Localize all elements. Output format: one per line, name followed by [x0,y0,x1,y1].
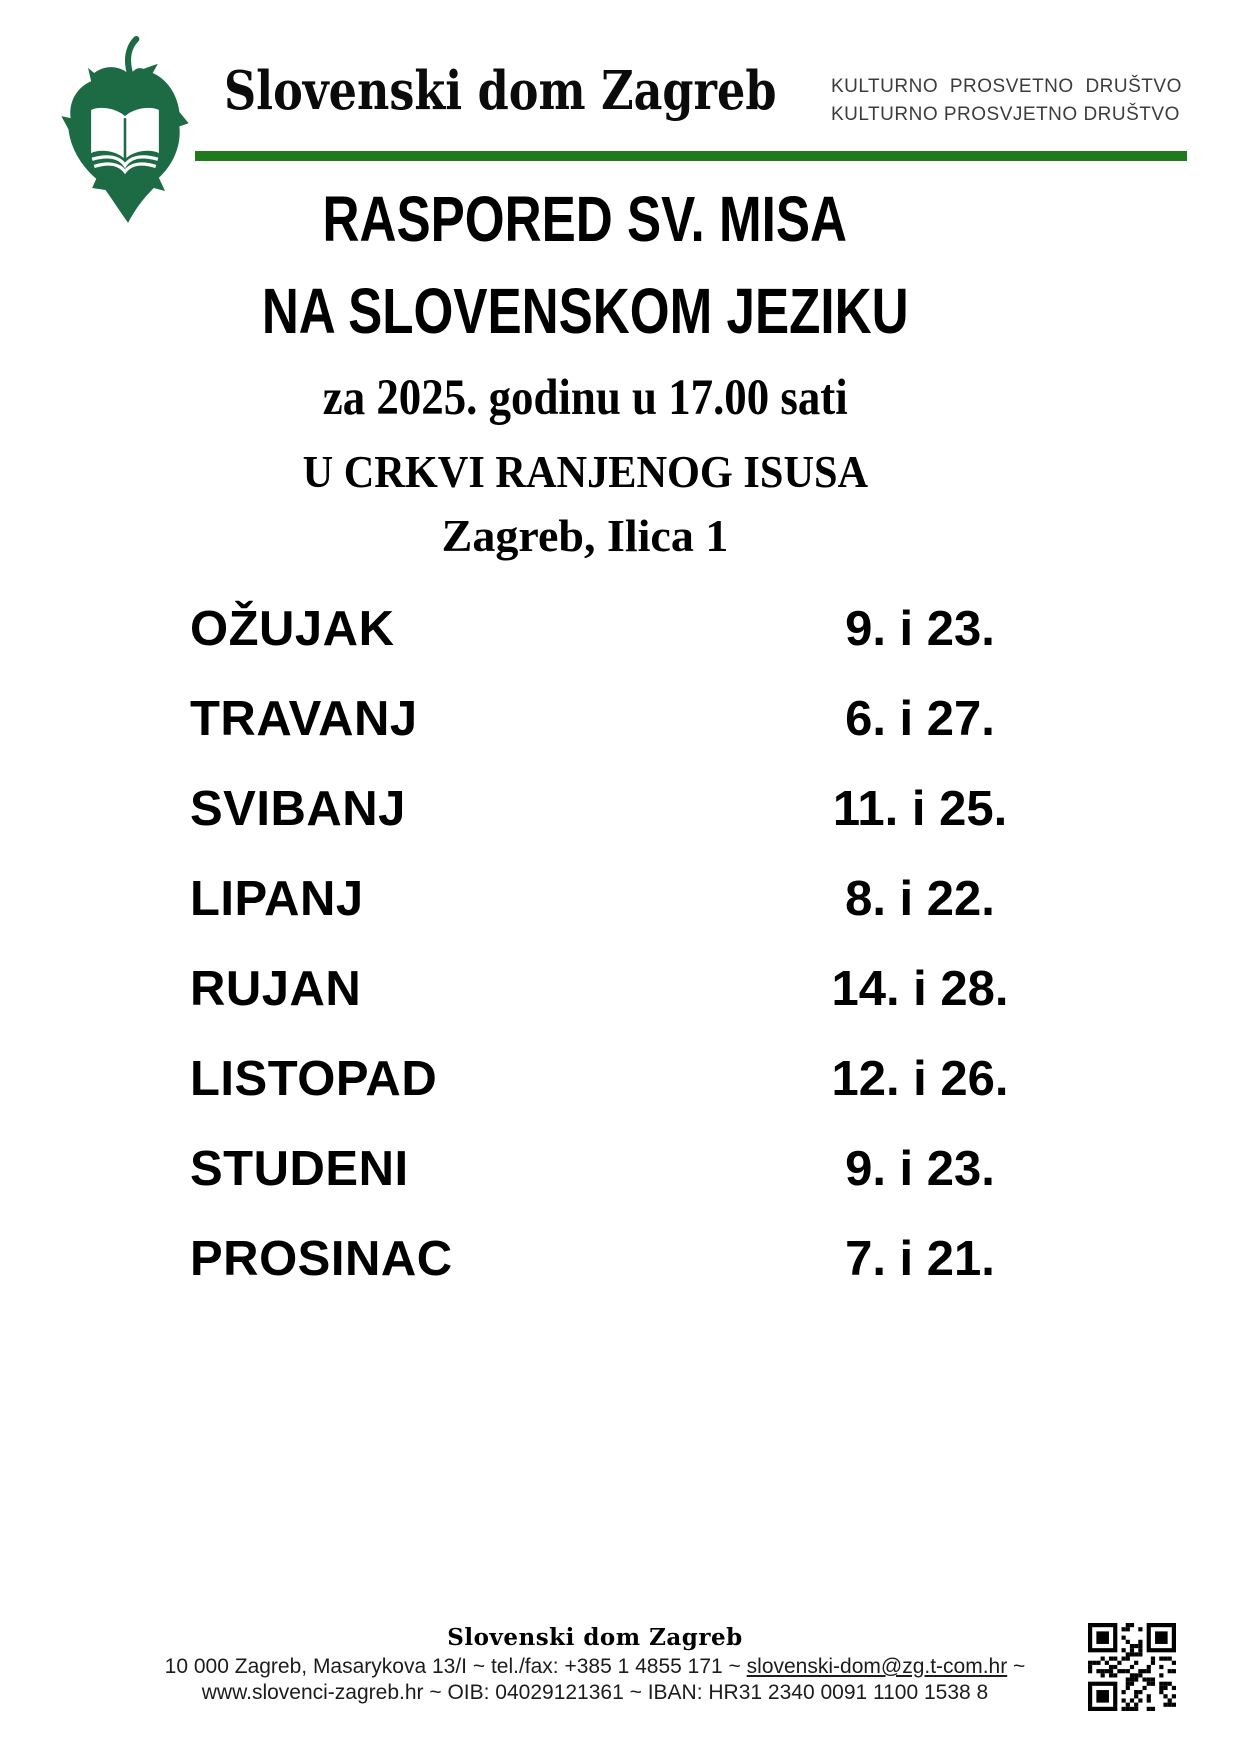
footer-contact-line2: www.slovenci-zagreb.hr ~ OIB: 04029121361 ~ IBAN: HR31 2340 0091 1100 1538 8 [201,1681,989,1704]
subtitle-address: Zagreb, Ilica 1 [441,510,729,561]
org-subtitle [831,73,1182,129]
schedule-row [190,854,1070,944]
footer [95,1624,1095,1706]
schedule-month: TRAVANJ [190,692,418,746]
schedule-row [190,1034,1070,1124]
footer-email-link[interactable]: slovenski-dom@zg.t-com.hr [746,1655,1008,1678]
schedule-row [190,1214,1070,1304]
main-title-line1: RASPORED SV. MISA [322,183,848,255]
schedule-month: LISTOPAD [190,1052,438,1106]
schedule-list [190,584,1070,1304]
footer-tilde-text: ~ [1007,1655,1026,1678]
schedule-month: OŽUJAK [190,602,395,656]
leaf-stem [128,39,136,74]
qr-code-icon [1088,1623,1176,1711]
schedule-dates: 6. i 27. [845,692,995,746]
schedule-dates: 12. i 26. [831,1052,1009,1106]
org-subtitle-line1: KULTURNO PROSVETNO DRUŠTVO [831,76,1182,97]
schedule-row [190,764,1070,854]
schedule-dates: 7. i 21. [845,1232,995,1286]
footer-address-text: 10 000 Zagreb, Masarykova 13/I ~ tel./fax: +385 1 4855 171 ~ [164,1655,747,1678]
schedule-dates: 9. i 23. [845,602,995,656]
footer-org-name: Slovenski dom Zagreb [447,1624,743,1651]
header-divider-rule [195,151,1187,161]
schedule-month: LIPANJ [190,872,364,926]
subtitle-year-time: za 2025. godinu u 17.00 sati [322,370,848,426]
org-subtitle-line2: KULTURNO PROSVJETNO DRUŠTVO [831,104,1180,125]
schedule-month: RUJAN [190,962,362,1016]
schedule-row [190,944,1070,1034]
schedule-month: STUDENI [190,1142,409,1196]
schedule-month: PROSINAC [190,1232,453,1286]
footer-contact-line1 [95,1654,1095,1680]
main-title-line2: NA SLOVENSKOM JEZIKU [261,275,909,347]
schedule-dates: 11. i 25. [832,782,1008,836]
schedule-row [190,584,1070,674]
org-title: Slovenski dom Zagreb [224,60,777,122]
schedule-row [190,1124,1070,1214]
schedule-dates: 9. i 23. [845,1142,995,1196]
subtitle-church: U CRKVI RANJENOG ISUSA [302,446,868,497]
schedule-dates: 14. i 28. [831,962,1009,1016]
schedule-row [190,674,1070,764]
schedule-month: SVIBANJ [190,782,406,836]
schedule-dates: 8. i 22. [845,872,995,926]
